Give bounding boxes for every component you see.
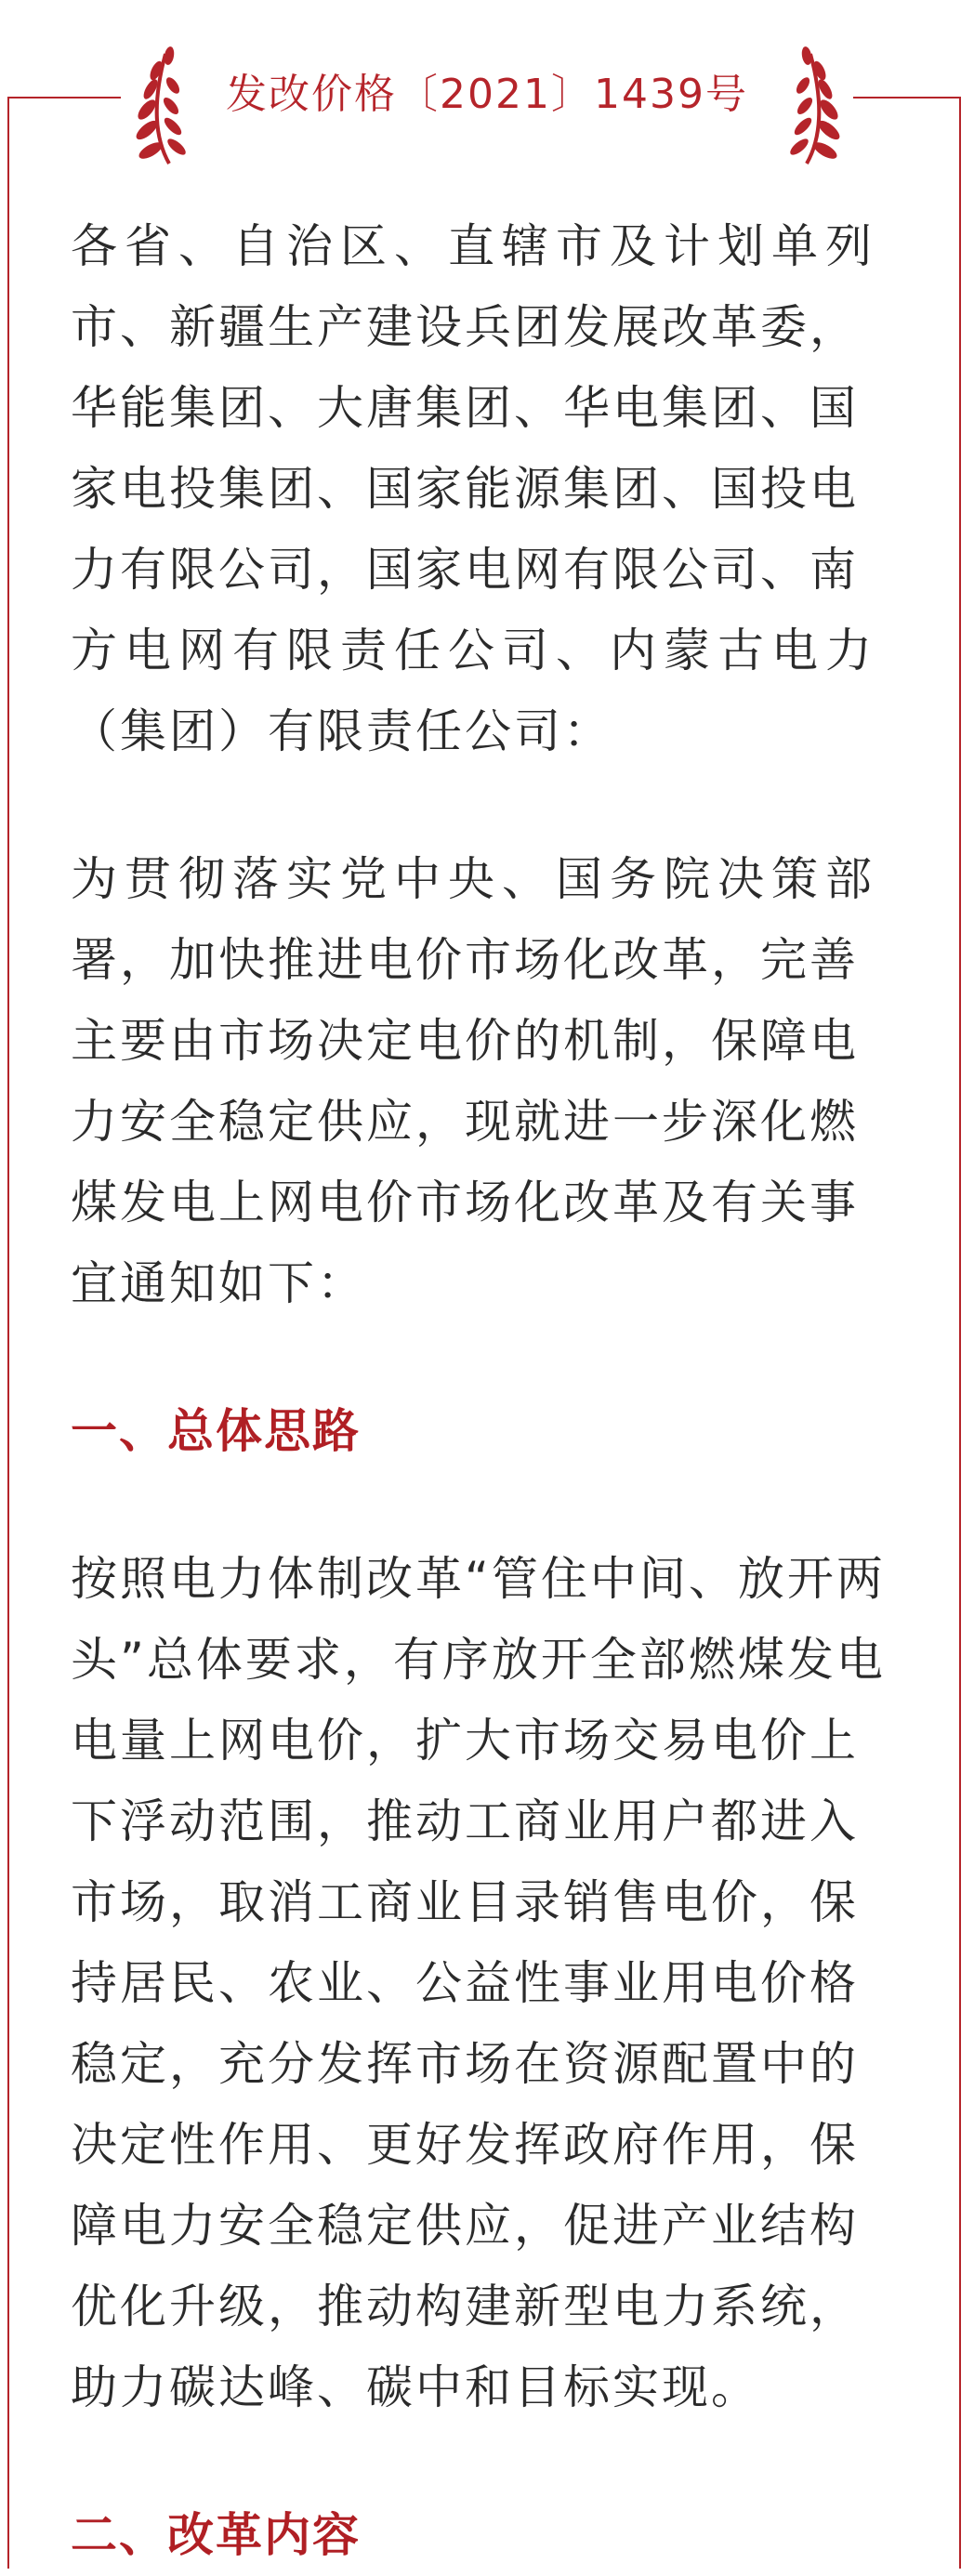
text-line: 障电力安全稳定供应，促进产业结构 [71,2199,859,2253]
text-line: 市、新疆生产建设兵团发展改革委， [71,300,859,354]
addressees-paragraph [71,206,907,772]
document-number: 发改价格〔2021〕1439号 [226,71,748,118]
text-line: 助力碳达峰、碳中和目标实现。 [71,2360,760,2414]
text-line: 按照电力体制改革“管住中间、放开两 [71,1552,886,1606]
text-line: 主要由市场决定电价的机制，保障电 [71,1014,859,1068]
text-line: 华能集团、大唐集团、华电集团、国 [71,381,859,435]
text-line: 决定性作用、更好发挥政府作用，保 [71,2118,859,2172]
text-line: 方电网有限责任公司、内蒙古电力 [71,624,879,677]
text-line: 署，加快推进电价市场化改革，完善 [71,933,859,987]
section-title-reform-content: 二、改革内容 [71,2508,361,2562]
text-line: 电量上网电价，扩大市场交易电价上 [71,1714,859,1768]
text-line: 市场，取消工商业目录销售电价，保 [71,1875,859,1929]
text-line: 稳定，充分发挥市场在资源配置中的 [71,2037,859,2091]
intro-paragraph [71,839,907,1324]
text-line: 头”总体要求，有序放开全部燃煤发电 [71,1633,886,1687]
text-line: 优化升级，推动构建新型电力系统， [71,2280,859,2333]
text-line: 力有限公司，国家电网有限公司、南 [71,543,859,597]
text-line: 持居民、农业、公益性事业用电价格 [71,1956,859,2010]
laurel-branch-icon [773,41,848,171]
section-title-overall-approach: 一、总体思路 [71,1404,361,1458]
document-body [71,206,907,2576]
text-line: 家电投集团、国家能源集团、国投电 [71,462,859,516]
text-line: 宜通知如下： [71,1256,366,1310]
text-line: 下浮动范围，推动工商业用户都进入 [71,1794,859,1848]
text-line: 为贯彻落实党中央、国务院决策部 [71,852,879,906]
text-line: 力安全稳定供应，现就进一步深化燃 [71,1095,859,1149]
document-header [0,22,974,171]
text-line: 各省、自治区、直辖市及计划单列 [71,219,879,273]
text-line: 煤发电上网电价市场化改革及有关事 [71,1176,859,1229]
text-line: （集团）有限责任公司： [71,704,612,758]
section1-paragraph [71,1539,907,2428]
